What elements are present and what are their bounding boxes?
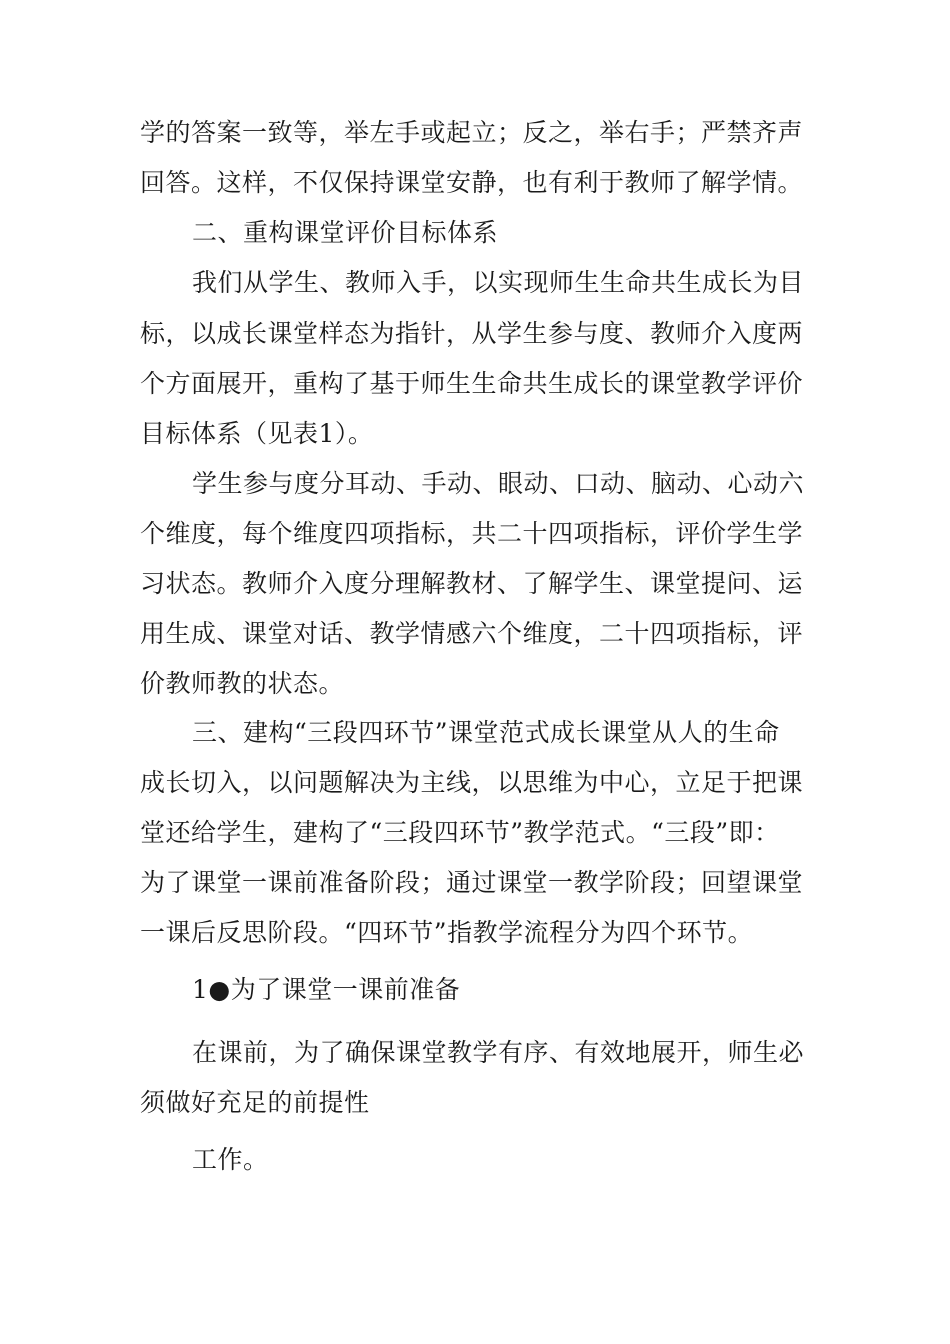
text-line: 一课后反思阶段。“四环节”指教学流程分为四个环节。 — [140, 918, 754, 947]
text-line: 目标体系（见表1）。 — [140, 419, 374, 448]
subsection-heading: 1●为了课堂一课前准备 — [192, 975, 461, 1004]
text-line: 须做好充足的前提性 — [140, 1088, 370, 1117]
text-line: 个方面展开，重构了基于师生生命共生成长的课堂教学评价 — [140, 369, 804, 398]
text-line: 用生成、课堂对话、教学情感六个维度，二十四项指标，评 — [140, 619, 804, 648]
text-line: 工作。 — [192, 1145, 269, 1174]
section-heading: 二、重构课堂评价目标体系 — [192, 218, 499, 247]
text-line: 成长切入，以问题解决为主线，以思维为中心，立足于把课 — [140, 768, 804, 797]
text-line: 回答。这样，不仅保持课堂安静，也有利于教师了解学情。 — [140, 168, 804, 197]
text-line: 我们从学生、教师入手，以实现师生生命共生成长为目 — [192, 268, 805, 297]
text-line: 三、建构“三段四环节”课堂范式成长课堂从人的生命 — [192, 718, 780, 747]
text-line: 在课前，为了确保课堂教学有序、有效地展开，师生必 — [192, 1038, 805, 1067]
text-line: 堂还给学生，建构了“三段四环节”教学范式。“三段”即： — [140, 818, 780, 847]
text-line: 习状态。教师介入度分理解教材、了解学生、课堂提问、运 — [140, 569, 804, 598]
text-line: 为了课堂一课前准备阶段；通过课堂一教学阶段；回望课堂 — [140, 868, 804, 897]
text-line: 学的答案一致等，举左手或起立；反之，举右手；严禁齐声 — [140, 118, 804, 147]
text-line: 个维度，每个维度四项指标，共二十四项指标，评价学生学 — [140, 519, 804, 548]
text-line: 学生参与度分耳动、手动、眼动、口动、脑动、心动六 — [192, 469, 805, 498]
text-line: 价教师教的状态。 — [140, 669, 345, 698]
text-line: 标，以成长课堂样态为指针，从学生参与度、教师介入度两 — [140, 319, 804, 348]
